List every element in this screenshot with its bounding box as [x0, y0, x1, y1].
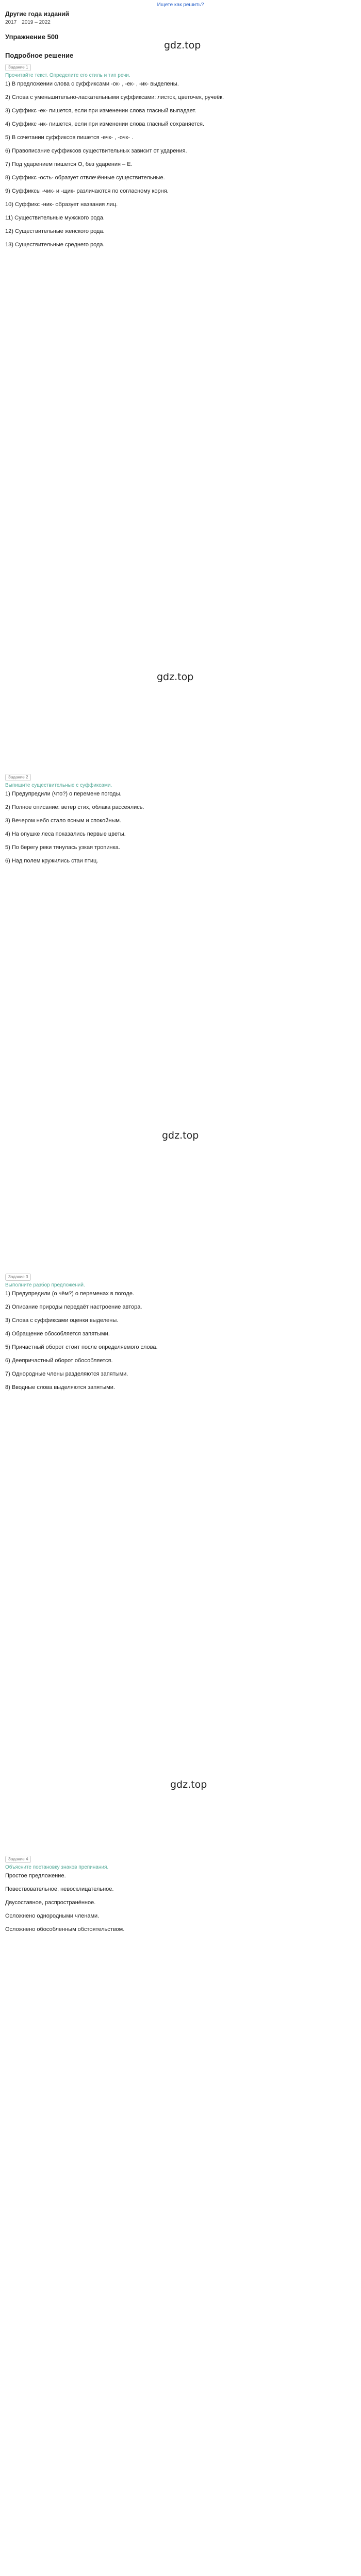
- solution-paragraph: 4) Суффикс -ик- пишется, если при изменении слова гласный сохраняется.: [5, 121, 204, 127]
- task-text: Выполните разбор предложений.: [5, 1282, 85, 1289]
- watermark: gdz.top: [164, 40, 201, 51]
- solution-paragraph: Двусоставное, распространённое.: [5, 1899, 96, 1906]
- section-4: [5, 1855, 351, 1939]
- watermark: gdz.top: [157, 671, 194, 683]
- editions-title: Другие года изданий: [5, 10, 70, 18]
- solution-paragraph: Осложнено обособленным обстоятельством.: [5, 1926, 125, 1933]
- section-1: [5, 63, 351, 254]
- solution-paragraphs: [5, 1872, 351, 1934]
- task-text: Прочитайте текст. Определите его стиль и тип речи.: [5, 73, 130, 79]
- solution-paragraph: 6) Деепричастный оборот обособляется.: [5, 1357, 113, 1364]
- solution-paragraph: 2) Слова с уменьшительно-ласкательными суффиксами: листок, цветочек, ручеёк.: [5, 94, 224, 100]
- solution-paragraph: 4) На опушке леса показались первые цветы.: [5, 831, 126, 837]
- edition-link[interactable]: 2019 – 2022: [22, 20, 51, 25]
- edition-link[interactable]: 2017: [5, 20, 17, 25]
- watermark: gdz.top: [162, 1130, 199, 1141]
- section-badge: Задание 3: [5, 1274, 31, 1281]
- solution-paragraphs: [5, 790, 351, 866]
- solution-paragraph: 13) Существительные среднего рода.: [5, 242, 105, 248]
- exercise-title: Упражнение 500: [5, 33, 59, 41]
- section-badge: Задание 2: [5, 774, 31, 781]
- solution-paragraph: 9) Суффиксы -чик- и -щик- различаются по согласному корня.: [5, 188, 169, 194]
- solution-paragraphs: [5, 80, 351, 250]
- solution-paragraph: 7) Под ударением пишется О, без ударения – Е.: [5, 161, 133, 167]
- task-text: Выпишите существительные с суффиксами.: [5, 783, 112, 789]
- solution-paragraph: 5) По берегу реки тянулась узкая тропинка.: [5, 844, 120, 851]
- section-badge: Задание 1: [5, 64, 31, 71]
- solution-paragraph: Повествовательное, невосклицательное.: [5, 1886, 114, 1892]
- solution-paragraph: 11) Существительные мужского рода.: [5, 215, 105, 222]
- task-text: Объясните постановку знаков препинания.: [5, 1865, 109, 1871]
- solution-paragraph: 8) Вводные слова выделяются запятыми.: [5, 1384, 115, 1391]
- solution-paragraph: 2) Полное описание: ветер стих, облака рассеялись.: [5, 804, 144, 810]
- solution-paragraph: 5) В сочетании суффиксов пишется -ечк- , -очк- .: [5, 134, 134, 141]
- solution-title: Подробное решение: [5, 52, 74, 59]
- watermark: gdz.top: [170, 1779, 207, 1790]
- solution-paragraph: 1) В предложении слова с суффиксами -ок- , -ек- , -ик- выделены.: [5, 80, 179, 87]
- solution-paragraph: 2) Описание природы передаёт настроение автора.: [5, 1303, 142, 1310]
- solution-paragraph: 10) Суффикс -ник- образует названия лиц.: [5, 201, 118, 208]
- solution-paragraph: 7) Однородные члены разделяются запятыми.: [5, 1370, 128, 1377]
- solution-paragraph: 3) Слова с суффиксами оценки выделены.: [5, 1317, 119, 1324]
- solution-paragraphs: [5, 1290, 351, 1392]
- solution-paragraph: 8) Суффикс -ость- образует отвлечённые существительные.: [5, 174, 165, 181]
- solution-paragraph: 6) Правописание суффиксов существительных зависит от ударения.: [5, 147, 187, 154]
- solution-paragraph: Осложнено однородными членами.: [5, 1912, 100, 1919]
- section-2: [5, 773, 351, 870]
- top-link[interactable]: Ищете как решить?: [157, 2, 204, 8]
- solution-paragraph: 4) Обращение обособляется запятыми.: [5, 1330, 110, 1337]
- solution-paragraph: 3) Суффикс -ек- пишется, если при изменении слова гласный выпадает.: [5, 107, 196, 114]
- solution-paragraph: 5) Причастный оборот стоит после определяемого слова.: [5, 1344, 158, 1350]
- editions: [5, 19, 51, 27]
- section-badge: Задание 4: [5, 1856, 31, 1863]
- solution-paragraph: 3) Вечером небо стало ясным и спокойным.: [5, 817, 122, 824]
- solution-paragraph: Простое предложение.: [5, 1872, 66, 1879]
- solution-paragraph: 12) Существительные женского рода.: [5, 228, 105, 235]
- solution-paragraph: 1) Предупредили (о чём?) о переменах в погоде.: [5, 1290, 134, 1297]
- section-3: [5, 1273, 351, 1397]
- solution-paragraph: 6) Над полем кружились стаи птиц.: [5, 857, 99, 864]
- solution-paragraph: 1) Предупредили (что?) о перемене погоды.: [5, 790, 122, 797]
